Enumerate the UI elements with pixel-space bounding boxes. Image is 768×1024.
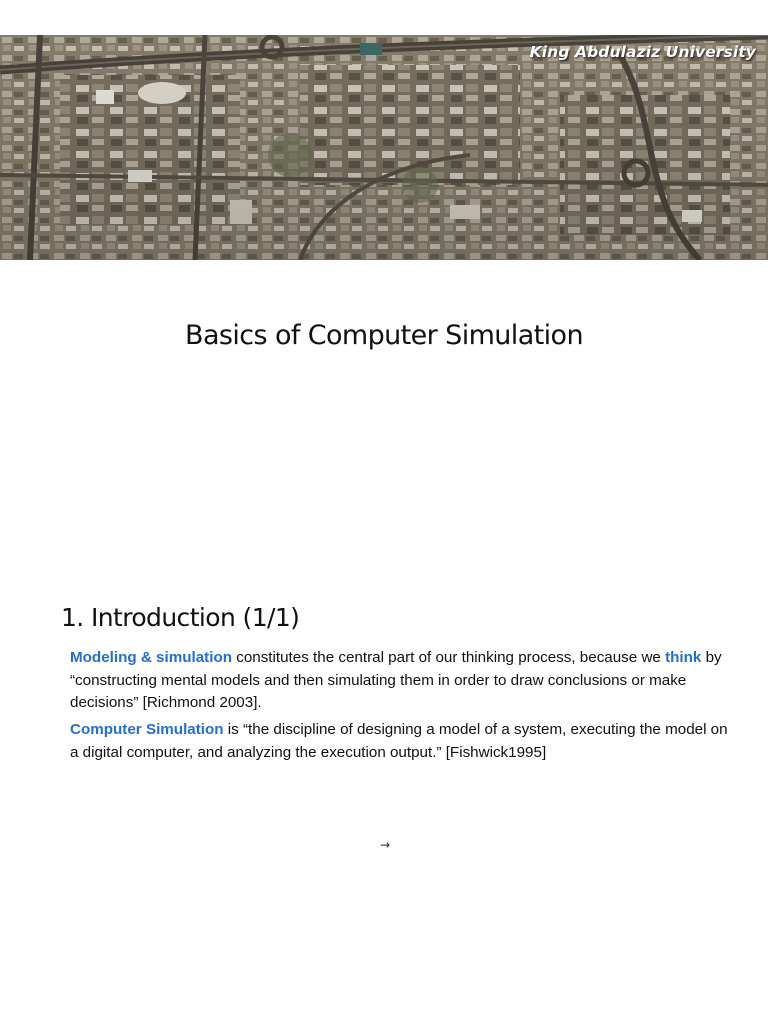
highlight-term-computer-simulation: Computer Simulation [70,721,224,738]
right-arrow-icon: → [380,838,391,852]
paragraph-text: is “the discipline of designing a model of a system, executing the model on a digital computer, and analyzing the execution output.” [Fishwick1995] [70,721,728,761]
slide-title: Basics of Computer Simulation [185,320,583,351]
university-caption: King Abdulaziz University [529,43,756,61]
highlight-term-think: think [665,649,702,666]
definition-paragraph [70,719,732,764]
highlight-term-modeling: Modeling & simulation [70,649,232,666]
aerial-photo-graphic [0,35,768,260]
aerial-campus-photo [0,35,768,260]
paragraph-text: by “constructing mental models and then simulating them in order to draw conclusions or make decisions” [Richmond 2003]. [70,649,722,711]
paragraph-text: constitutes the central part of our thinking process, because we [232,649,666,666]
section-heading: 1. Introduction (1/1) [61,603,300,632]
intro-paragraph [70,647,732,715]
